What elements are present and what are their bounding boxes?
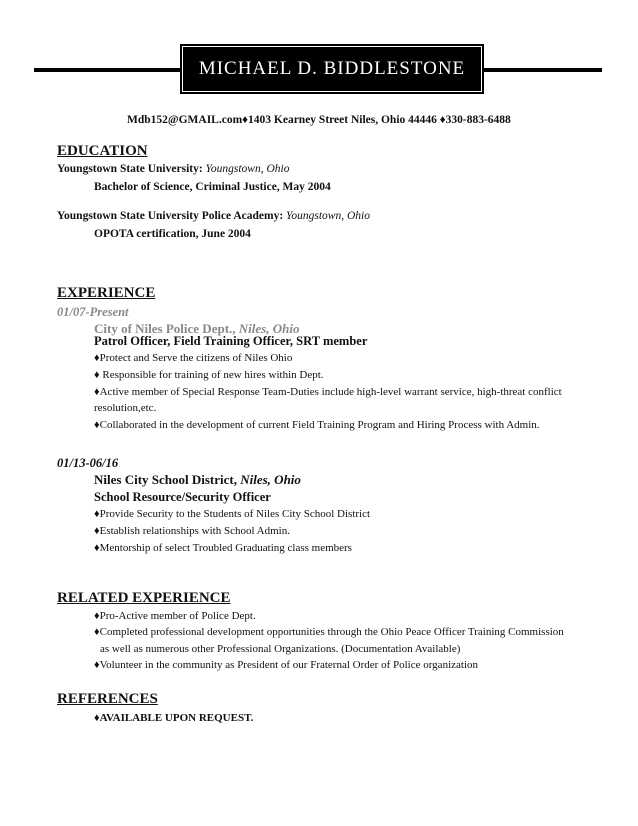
- degree: Bachelor of Science, Criminal Justice, May 2004: [94, 181, 331, 193]
- bullet: ♦Provide Security to the Students of Niles City School District: [94, 508, 371, 520]
- job-org: [94, 472, 301, 488]
- name-box: [180, 44, 484, 94]
- bullet: ♦Volunteer in the community as President of our Fraternal Order of Police organization: [94, 659, 479, 671]
- bullet: ♦Collaborated in the development of current Field Training Program and Hiring Process with Admin.: [94, 419, 540, 431]
- education-school: [57, 210, 370, 222]
- org-name: Niles City School District,: [94, 472, 237, 487]
- school-name: Youngstown State University Police Academy:: [57, 210, 284, 222]
- job-dates: 01/07-Present: [57, 305, 129, 319]
- related-heading: RELATED EXPERIENCE: [57, 590, 231, 606]
- contact-line: Mdb152@GMAIL.com♦1403 Kearney Street Niles, Ohio 44446 ♦330-883-6488: [127, 114, 511, 126]
- school-location: Youngstown, Ohio: [286, 210, 370, 222]
- school-location: Youngstown, Ohio: [205, 163, 290, 175]
- job-dates: 01/13-06/16: [57, 456, 119, 470]
- bullet: ♦Mentorship of select Troubled Graduating class members: [94, 542, 352, 554]
- bullet: as well as numerous other Professional Organizations. (Documentation Available): [100, 643, 461, 655]
- org-location: Niles, Ohio: [238, 321, 300, 336]
- org-name: City of Niles Police Dept.,: [94, 321, 236, 336]
- education-school: [57, 163, 289, 175]
- bullet: ♦ Responsible for training of new hires within Dept.: [94, 369, 324, 381]
- bullet: ♦Active member of Special Response Team-Duties include high-level warrant service, high-threat conflict: [94, 386, 562, 398]
- education-heading: EDUCATION: [57, 143, 148, 159]
- references-text: ♦AVAILABLE UPON REQUEST.: [94, 712, 254, 724]
- references-heading: REFERENCES: [57, 691, 158, 707]
- bullet: ♦Completed professional development opportunities through the Ohio Peace Officer Training Commission: [94, 626, 564, 638]
- job-role: Patrol Officer, Field Training Officer, SRT member: [94, 334, 368, 348]
- bullet: ♦Establish relationships with School Admin.: [94, 525, 290, 537]
- job-role: School Resource/Security Officer: [94, 490, 271, 504]
- name: MICHAEL D. BIDDLESTONE: [198, 58, 466, 79]
- bullet: resolution,etc.: [94, 402, 157, 414]
- experience-heading: EXPERIENCE: [57, 285, 156, 301]
- org-location: Niles, Ohio: [240, 472, 301, 487]
- bullet: ♦Protect and Serve the citizens of Niles Ohio: [94, 352, 293, 364]
- school-name: Youngstown State University:: [57, 163, 203, 175]
- degree: OPOTA certification, June 2004: [94, 228, 251, 240]
- bullet: ♦Pro-Active member of Police Dept.: [94, 610, 256, 622]
